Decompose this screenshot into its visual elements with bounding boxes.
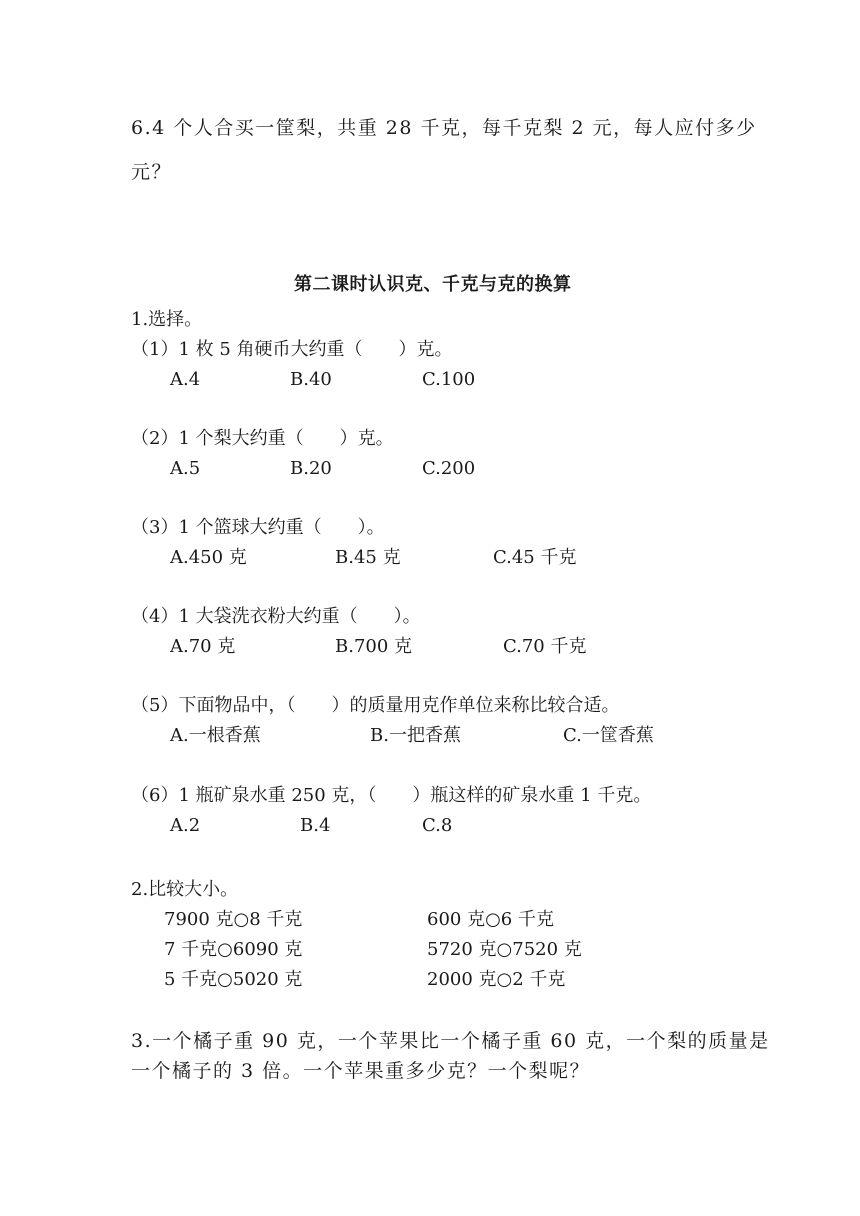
- question-1-option-b: B.40: [290, 369, 332, 390]
- question-6-option-a: A.2: [170, 815, 201, 836]
- question-3-option-a: A.450 克: [170, 547, 247, 568]
- q6-line-1: 6.4 个人合买一筐梨，共重 28 千克，每千克梨 2 元，每人应付多少: [131, 117, 757, 139]
- section-2-heading: 2.比较大小。: [131, 879, 239, 900]
- compare-row-1-left: 7900 克○8 千克: [164, 909, 303, 930]
- compare-row-3-left: 5 千克○5020 克: [164, 969, 303, 990]
- section-3-line-2: 一个橘子的 3 倍。一个苹果重多少克？一个梨呢？: [131, 1060, 591, 1082]
- question-5-option-b: B.一把香蕉: [370, 725, 461, 746]
- question-3-option-c: C.45 千克: [493, 547, 577, 568]
- question-5-option-a: A.一根香蕉: [170, 725, 261, 746]
- question-4-option-c: C.70 千克: [503, 636, 587, 657]
- question-2-option-b: B.20: [290, 458, 332, 479]
- question-5-stem: （5）下面物品中，（ ）的质量用克作单位来称比较合适。: [131, 695, 620, 716]
- lesson-title: 第二课时认识克、千克与克的换算: [294, 274, 572, 295]
- question-1-stem: （1）1 枚 5 角硬币大约重（ ）克。: [131, 339, 453, 360]
- question-4-option-a: A.70 克: [170, 636, 236, 657]
- question-3-option-b: B.45 克: [335, 547, 401, 568]
- question-6-stem: （6）1 瓶矿泉水重 250 克，（ ）瓶这样的矿泉水重 1 千克。: [131, 785, 652, 806]
- compare-row-3-right: 2000 克○2 千克: [427, 969, 566, 990]
- section-3-line-1: 3.一个橘子重 90 克，一个苹果比一个橘子重 60 克，一个梨的质量是: [131, 1030, 770, 1052]
- question-3-stem: （3）1 个篮球大约重（ ）。: [131, 517, 385, 538]
- question-2-option-c: C.200: [422, 458, 476, 479]
- compare-row-2-right: 5720 克○7520 克: [427, 939, 582, 960]
- compare-row-1-right: 600 克○6 千克: [427, 909, 554, 930]
- q6-line-2: 元？: [131, 161, 173, 183]
- compare-row-2-left: 7 千克○6090 克: [164, 939, 303, 960]
- question-1-option-c: C.100: [422, 369, 476, 390]
- question-2-stem: （2）1 个梨大约重（ ）克。: [131, 428, 394, 449]
- question-6-option-b: B.4: [300, 815, 331, 836]
- section-1-heading: 1.选择。: [131, 309, 203, 330]
- question-5-option-c: C.一筐香蕉: [563, 725, 654, 746]
- question-1-option-a: A.4: [170, 369, 201, 390]
- question-4-stem: （4）1 大袋洗衣粉大约重（ ）。: [131, 606, 421, 627]
- question-6-option-c: C.8: [422, 815, 453, 836]
- question-4-option-b: B.700 克: [335, 636, 413, 657]
- question-2-option-a: A.5: [170, 458, 201, 479]
